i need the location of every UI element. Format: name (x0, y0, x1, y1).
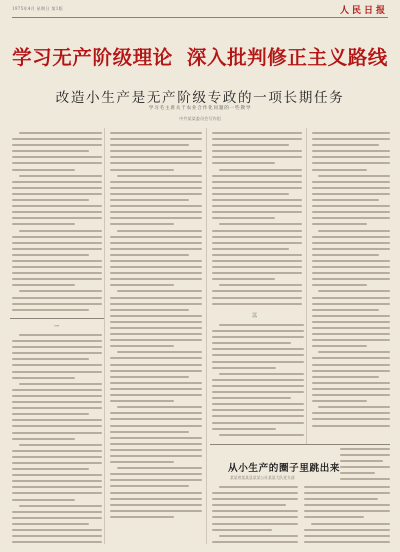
article-byline: 中共某某委员会写作组 (179, 116, 221, 121)
page-header (12, 4, 388, 18)
text-column-4 (312, 132, 390, 440)
column-divider (104, 128, 105, 544)
masthead: 人民日报 (339, 6, 388, 16)
main-headline (0, 42, 400, 70)
headline-part-1: 学习无产阶级理论 (12, 46, 173, 69)
secondary-article-column-1 (212, 486, 298, 544)
article-title: 改造小生产是无产阶级专政的一项长期任务 (55, 90, 345, 106)
text-column-3a (212, 132, 302, 308)
text-column-2 (110, 132, 202, 544)
secondary-article-title: 从小生产的圈子里跳出来 (228, 463, 341, 474)
secondary-article-column-2 (304, 486, 390, 544)
secondary-article-byline: 某某省某某县某某公社某某大队党支部 (230, 475, 295, 480)
column-divider (306, 128, 307, 444)
headline-part-2: 深入批判修正主义路线 (186, 46, 388, 69)
text-column-1a (12, 132, 102, 316)
section-divider (210, 444, 390, 445)
header-rule (12, 17, 388, 18)
text-column-1b (12, 334, 102, 544)
section-divider (10, 318, 104, 319)
article-subheading: 学习毛主席关于农业合作化问题的一些教导 (148, 106, 252, 111)
header-date: 1975年4月 星期日 第1版 (12, 6, 63, 11)
section-mark-3: 三 (252, 313, 258, 319)
section-mark-1: 一 (54, 324, 60, 330)
text-column-3b (212, 324, 304, 440)
column-divider (206, 128, 207, 544)
text-column-5 (340, 448, 390, 482)
